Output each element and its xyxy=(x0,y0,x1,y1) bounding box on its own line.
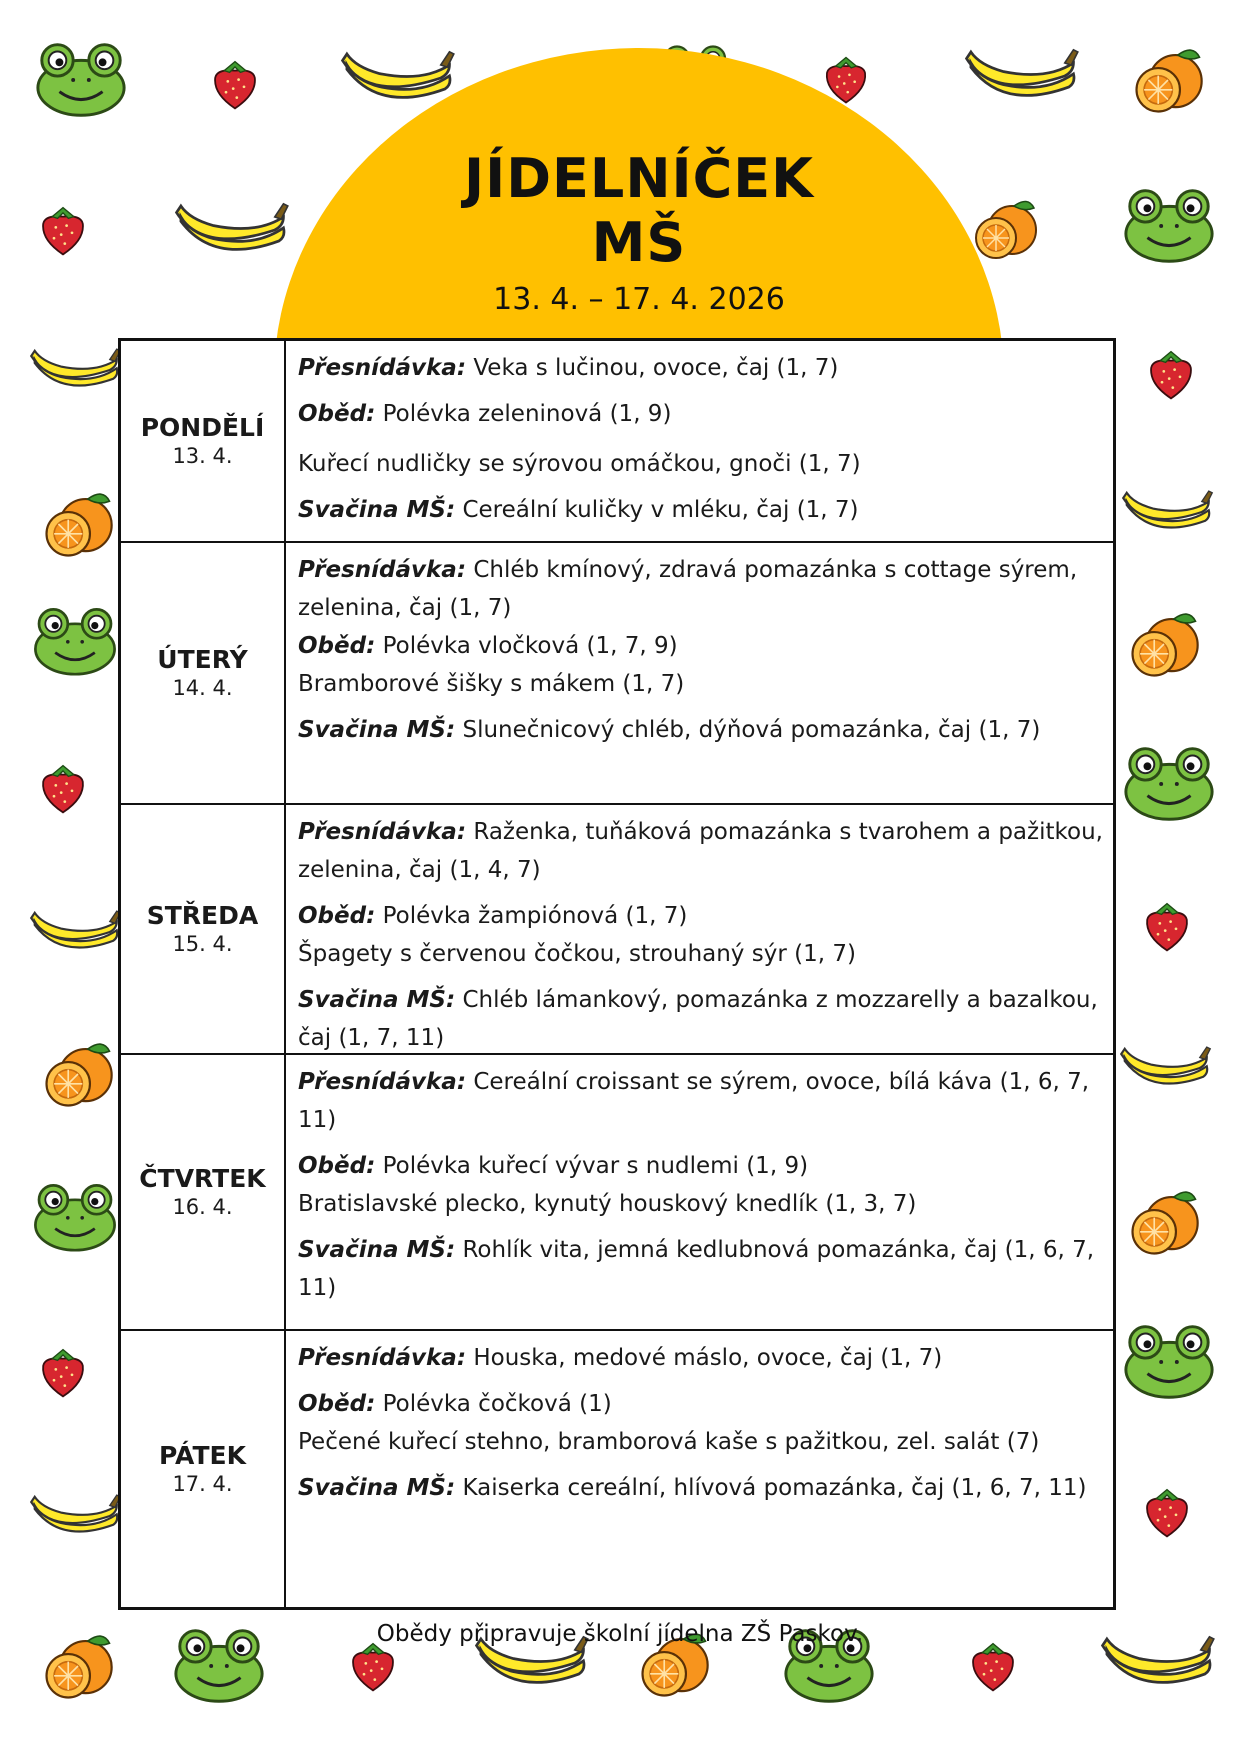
meal-snack-morning xyxy=(298,1339,1103,1377)
meal-snack-afternoon xyxy=(298,981,1103,1057)
banana-icon xyxy=(960,42,1080,110)
date-range: 13. 4. – 17. 4. 2026 xyxy=(493,282,785,317)
meals-cell xyxy=(286,1331,1113,1607)
day-date: 16. 4. xyxy=(172,1195,233,1219)
day-row-friday xyxy=(121,1329,1113,1607)
meal-lunch xyxy=(298,1147,1103,1223)
meal-text-main: Kuřecí nudličky se sýrovou omáčkou, gnoči (1, 7) xyxy=(298,451,861,477)
banana-icon xyxy=(26,330,122,410)
strawberry-icon xyxy=(36,1346,90,1400)
banana-icon xyxy=(1118,476,1214,548)
banana-icon xyxy=(170,196,290,264)
meals-cell xyxy=(286,341,1113,541)
meal-snack-afternoon xyxy=(298,1469,1103,1507)
orange-icon xyxy=(40,1036,116,1112)
meal-text-main: Bramborové šišky s mákem (1, 7) xyxy=(298,671,685,697)
frog-icon xyxy=(30,600,120,680)
meal-lunch xyxy=(298,1385,1103,1461)
day-cell xyxy=(121,805,286,1053)
frog-icon xyxy=(30,1176,120,1256)
meal-label: Oběd: xyxy=(298,401,376,427)
meal-text: Cereální kuličky v mléku, čaj (1, 7) xyxy=(455,497,859,523)
strawberry-icon xyxy=(346,1640,400,1694)
meals-cell xyxy=(286,805,1113,1053)
meal-label: Svačina MŠ: xyxy=(298,1237,456,1263)
meal-text: Polévka čočková (1) xyxy=(375,1391,612,1417)
meal-snack-morning xyxy=(298,551,1103,627)
meals-cell xyxy=(286,543,1113,803)
meal-text: Polévka žampiónová (1, 7) xyxy=(375,903,688,929)
meal-lunch xyxy=(298,897,1103,973)
meal-text: Cereální croissant se sýrem, ovoce, bílá káva (1, 6, 7, 11) xyxy=(298,1069,1090,1133)
meal-text: Chléb lámankový, pomazánka z mozzarelly a bazalkou, čaj (1, 7, 11) xyxy=(298,987,1098,1051)
meal-snack-afternoon xyxy=(298,491,1103,529)
meal-label: Přesnídávka: xyxy=(298,557,467,583)
meal-label: Svačina MŠ: xyxy=(298,987,456,1013)
footer-note: Obědy připravuje školní jídelna ZŠ Paskov. xyxy=(376,1621,864,1647)
day-row-tuesday xyxy=(121,541,1113,803)
meal-snack-morning xyxy=(298,1063,1103,1139)
meal-label: Oběd: xyxy=(298,903,376,929)
meal-label: Svačina MŠ: xyxy=(298,1475,456,1501)
day-row-wednesday xyxy=(121,803,1113,1053)
strawberry-icon xyxy=(1140,1486,1194,1540)
meal-text: Chléb kmínový, zdravá pomazánka s cottage sýrem, zelenina, čaj (1, 7) xyxy=(298,557,1078,621)
meal-label: Svačina MŠ: xyxy=(298,497,456,523)
orange-icon xyxy=(1126,606,1202,682)
meals-cell xyxy=(286,1055,1113,1329)
meal-text: Polévka kuřecí vývar s nudlemi (1, 9) xyxy=(375,1153,809,1179)
orange-icon xyxy=(1130,42,1206,118)
frog-icon xyxy=(1120,1318,1218,1402)
meal-label: Oběd: xyxy=(298,1391,376,1417)
strawberry-icon xyxy=(208,58,262,112)
meal-label: Přesnídávka: xyxy=(298,355,467,381)
day-date: 15. 4. xyxy=(172,932,233,956)
meal-label: Oběd: xyxy=(298,1153,376,1179)
meal-text: Veka s lučinou, ovoce, čaj (1, 7) xyxy=(466,355,839,381)
frog-icon xyxy=(32,38,130,118)
day-cell xyxy=(121,341,286,541)
day-name: PÁTEK xyxy=(159,1441,246,1470)
strawberry-icon xyxy=(36,762,90,816)
meal-text: Slunečnicový chléb, dýňová pomazánka, čaj (1, 7) xyxy=(455,717,1041,743)
meal-text-main: Špagety s červenou čočkou, strouhaný sýr (1, 7) xyxy=(298,941,856,967)
day-date: 14. 4. xyxy=(172,676,233,700)
meal-text: Raženka, tuňáková pomazánka s tvarohem a pažitkou, zelenina, čaj (1, 4, 7) xyxy=(298,819,1103,883)
meal-lunch xyxy=(298,395,1103,483)
strawberry-icon xyxy=(966,1640,1020,1694)
frog-icon xyxy=(1120,740,1218,824)
banana-icon xyxy=(26,1476,122,1556)
page-subtitle: MŠ xyxy=(591,211,687,274)
day-cell xyxy=(121,1331,286,1607)
orange-icon xyxy=(1126,1184,1202,1260)
day-date: 13. 4. xyxy=(172,444,233,468)
day-name: STŘEDA xyxy=(146,901,259,930)
meal-snack-afternoon xyxy=(298,1231,1103,1307)
day-row-monday xyxy=(121,341,1113,541)
banana-icon xyxy=(26,892,122,972)
strawberry-icon xyxy=(36,204,90,258)
day-name: PONDĚLÍ xyxy=(140,413,265,442)
strawberry-icon xyxy=(1140,900,1194,954)
day-name: ÚTERÝ xyxy=(157,645,248,674)
meal-label: Svačina MŠ: xyxy=(298,717,456,743)
meal-text-main: Pečené kuřecí stehno, bramborová kaše s pažitkou, zel. salát (7) xyxy=(298,1429,1040,1455)
day-row-thursday xyxy=(121,1053,1113,1329)
meal-lunch xyxy=(298,627,1103,703)
meal-label: Přesnídávka: xyxy=(298,1345,467,1371)
meal-text: Polévka vločková (1, 7, 9) xyxy=(375,633,678,659)
meal-text: Polévka zeleninová (1, 9) xyxy=(375,401,672,427)
page-title: JÍDELNÍČEK xyxy=(464,147,814,210)
meal-label: Oběd: xyxy=(298,633,376,659)
meal-label: Přesnídávka: xyxy=(298,819,467,845)
day-date: 17. 4. xyxy=(172,1472,233,1496)
meal-text: Houska, medové máslo, ovoce, čaj (1, 7) xyxy=(466,1345,943,1371)
meal-snack-morning xyxy=(298,813,1103,889)
frog-icon xyxy=(1120,184,1218,264)
meal-text-main: Bratislavské plecko, kynutý houskový knedlík (1, 3, 7) xyxy=(298,1191,917,1217)
menu-table xyxy=(118,338,1116,1610)
meal-text: Rohlík vita, jemná kedlubnová pomazánka, čaj (1, 6, 7, 11) xyxy=(298,1237,1095,1301)
day-name: ČTVRTEK xyxy=(139,1164,266,1193)
strawberry-icon xyxy=(1144,348,1198,402)
meal-text: Kaiserka cereální, hlívová pomazánka, čaj (1, 6, 7, 11) xyxy=(455,1475,1087,1501)
meal-snack-morning xyxy=(298,349,1103,387)
orange-icon xyxy=(40,486,116,562)
day-cell xyxy=(121,543,286,803)
meal-label: Přesnídávka: xyxy=(298,1069,467,1095)
meal-snack-afternoon xyxy=(298,711,1103,749)
day-cell xyxy=(121,1055,286,1329)
banana-icon xyxy=(1116,1030,1212,1106)
